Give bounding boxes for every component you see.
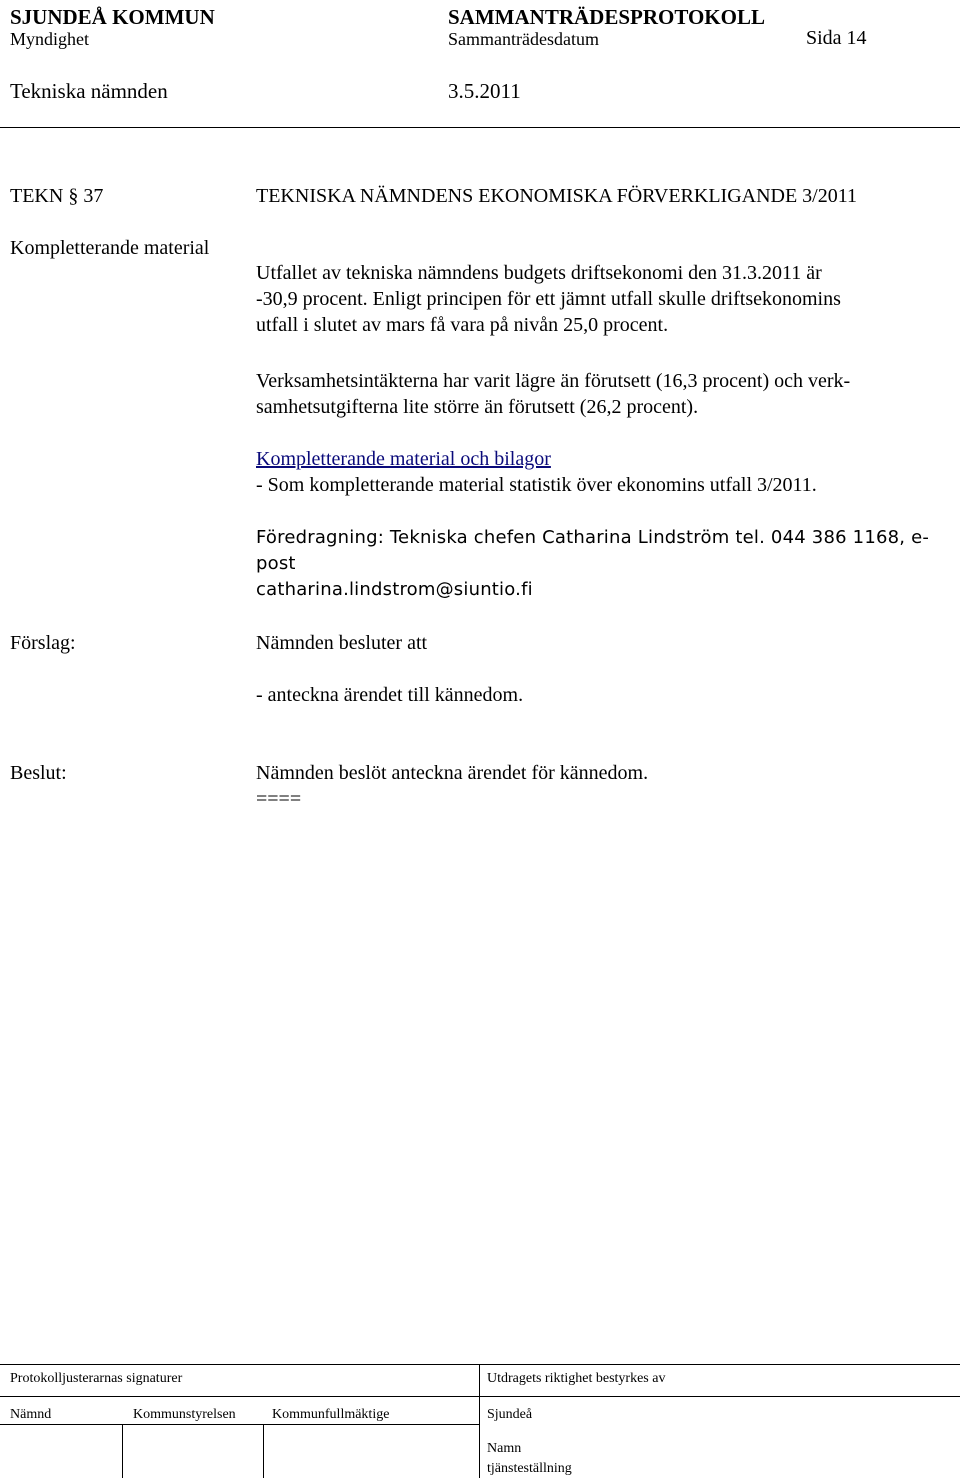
paragraph-line: Utfallet av tekniska nämndens budgets driftsekonomi den 31.3.2011 är <box>256 262 822 284</box>
certifier-municipality: Sjundeå <box>487 1407 533 1422</box>
meeting-date: 3.5.2011 <box>448 79 521 103</box>
footer-col-line <box>263 1424 264 1478</box>
paragraph-line: utfall i slutet av mars få vara på nivån 25,0 procent. <box>256 314 669 336</box>
attachment-description: - Som kompletterande material statistik över ekonomins utfall 3/2011. <box>256 474 817 496</box>
presenter-line: post <box>256 553 296 574</box>
decision-end-mark: ==== <box>256 788 302 810</box>
signatures-label: Protokolljusterarnas signaturer <box>10 1371 183 1386</box>
certifier-title-label: tjänsteställning <box>487 1461 572 1476</box>
signature-col-council: Kommunfullmäktige <box>272 1407 390 1422</box>
presenter-line: Föredragning: Tekniska chefen Catharina Lindström tel. 044 386 1168, e- <box>256 527 930 548</box>
date-label: Sammanträdesdatum <box>448 29 599 49</box>
paragraph-revenue <box>256 368 946 420</box>
page-number: Sida 14 <box>806 27 867 49</box>
paragraph-line: -30,9 procent. Enligt principen för ett jämnt utfall skulle driftsekonomins <box>256 288 841 310</box>
footer-sub-rule <box>0 1424 479 1425</box>
paragraph-attachments <box>256 446 946 498</box>
municipality-name: SJUNDEÅ KOMMUN <box>10 5 215 29</box>
proposal-action: - anteckna ärendet till kännedom. <box>256 684 524 706</box>
header-divider <box>0 127 960 128</box>
footer-col-line <box>122 1424 123 1478</box>
presenter-email: catharina.lindstrom@siuntio.fi <box>256 579 533 600</box>
paragraph-budget-outcome <box>256 260 946 338</box>
decision-text: Nämnden beslöt anteckna ärendet för kännedom. <box>256 762 649 784</box>
section-number: TEKN § 37 <box>10 185 104 207</box>
footer-divider <box>479 1364 480 1478</box>
paragraph-presenter <box>256 525 946 603</box>
section-title: TEKNISKA NÄMNDENS EKONOMISKA FÖRVERKLIGANDE 3/2011 <box>256 185 857 207</box>
authority-name: Tekniska nämnden <box>10 79 168 103</box>
signature-col-executive: Kommunstyrelsen <box>133 1407 236 1422</box>
proposal-label: Förslag: <box>10 632 76 654</box>
side-label-material: Kompletterande material <box>10 237 210 259</box>
paragraph-line: Verksamhetsintäkterna har varit lägre än förutsett (16,3 procent) och verk- <box>256 370 851 392</box>
attachments-link[interactable]: Kompletterande material och bilagor <box>256 448 551 470</box>
authority-label: Myndighet <box>10 29 89 49</box>
decision-label: Beslut: <box>10 762 67 784</box>
footer-mid-rule <box>0 1396 960 1397</box>
signature-col-board: Nämnd <box>10 1407 52 1422</box>
paragraph-line: samhetsutgifterna lite större än förutsett (26,2 procent). <box>256 396 699 418</box>
certified-label: Utdragets riktighet bestyrkes av <box>487 1371 666 1386</box>
document-type: SAMMANTRÄDESPROTOKOLL <box>448 5 765 29</box>
footer-top-rule <box>0 1364 960 1365</box>
certifier-name-label: Namn <box>487 1441 522 1456</box>
proposal-text: Nämnden besluter att <box>256 632 428 654</box>
